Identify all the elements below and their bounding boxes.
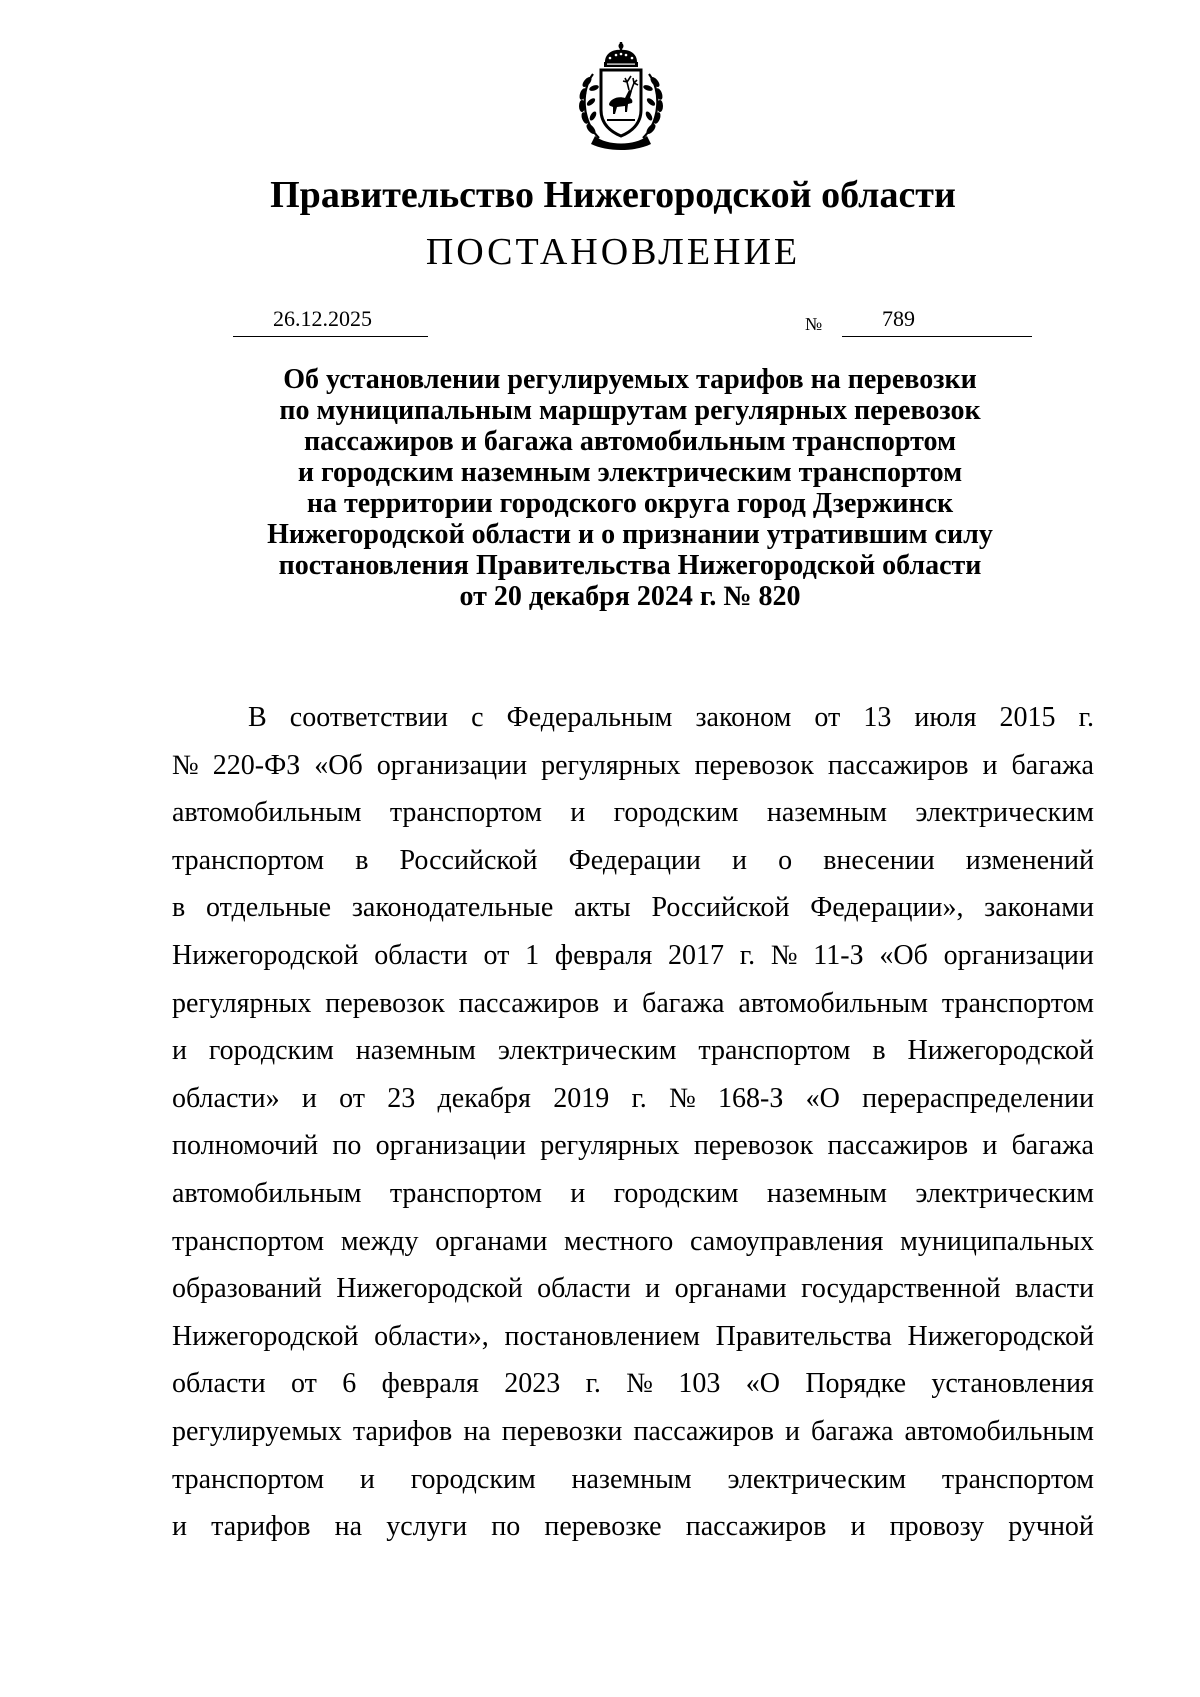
body-word: перераспределении [862, 1082, 1094, 1114]
body-word: 2015 [999, 702, 1056, 733]
document-number-field [842, 304, 1032, 337]
body-word: на [463, 1415, 491, 1447]
body-word: транспортом [172, 1463, 325, 1495]
body-word: перевозок [693, 1130, 814, 1162]
body-word: Нижегородской [172, 1320, 359, 1352]
body-word: регулируемых [172, 1415, 342, 1447]
body-word: В [248, 702, 267, 733]
body-word: транспортом [389, 1177, 542, 1209]
body-word: от [483, 939, 510, 971]
body-word: на [334, 1511, 363, 1543]
body-word: органами [674, 1273, 787, 1305]
body-word: изменений [965, 844, 1094, 876]
body-word: и [172, 1511, 187, 1543]
body-word: и [785, 1415, 800, 1447]
body-word: пассажиров [633, 1415, 774, 1447]
body-line [172, 742, 1094, 790]
body-word: постановлением [504, 1320, 700, 1352]
body-word: Федерации», [810, 892, 964, 924]
body-line [172, 1122, 1094, 1170]
body-word: области [537, 1273, 631, 1305]
body-word: транспортом [389, 797, 542, 829]
body-word: муниципальных [900, 1225, 1094, 1257]
subject-line: от 20 декабря 2024 г. № 820 [459, 581, 801, 612]
body-word: № [626, 1368, 654, 1400]
body-word: в [355, 844, 369, 876]
body-word: электрическим [497, 1035, 677, 1067]
body-word: от [814, 702, 841, 733]
body-word: пассажиров [827, 1130, 969, 1162]
body-word: тарифов [211, 1511, 311, 1543]
body-word: законом [695, 702, 792, 733]
body-line [172, 1313, 1094, 1361]
body-word: законами [984, 892, 1094, 924]
body-word: Российской [651, 892, 790, 924]
subject-line: на территории городского округа город Дзержинск [306, 488, 954, 519]
body-word: местного [564, 1225, 674, 1257]
body-word: «Об [879, 939, 928, 971]
body-word: Нижегородской [336, 1273, 523, 1305]
subject-line: пассажиров и багажа автомобильным транспортом [303, 426, 957, 457]
body-word: пассажиров [685, 1511, 827, 1543]
body-word: организации [943, 939, 1094, 971]
body-word: электрическим [915, 1177, 1094, 1209]
body-word: и [982, 749, 998, 781]
body-word: автомобильным [738, 987, 928, 1019]
body-word: от [339, 1082, 365, 1114]
body-word: тарифов [352, 1415, 453, 1447]
body-word: 23 [387, 1082, 416, 1114]
body-word: 2023 [504, 1368, 561, 1400]
body-word: области [374, 939, 468, 971]
body-line [172, 789, 1094, 837]
body-word: перевозок [325, 987, 445, 1019]
body-word: внесении [823, 844, 935, 876]
body-word: г. [631, 1082, 647, 1114]
body-word: Федерации [568, 844, 701, 876]
document-date-field [233, 304, 428, 337]
body-word: образований [172, 1273, 322, 1305]
body-word: акты [574, 892, 631, 924]
body-word: Нижегородской [172, 939, 359, 971]
body-word: полномочий [172, 1130, 319, 1162]
body-word: автомобильным [172, 797, 362, 829]
body-line [172, 1170, 1094, 1218]
body-word: февраля [554, 939, 653, 971]
body-word: 2019 [553, 1082, 610, 1114]
body-word: Правительства [715, 1320, 892, 1352]
body-word: пассажиров [827, 749, 969, 781]
body-word: городским [613, 1177, 739, 1209]
body-word: отдельные [205, 892, 332, 924]
body-word: установления [931, 1368, 1094, 1400]
body-word: провозу [889, 1511, 985, 1543]
body-word: наземным [571, 1463, 692, 1495]
body-line [172, 980, 1094, 1028]
body-word: наземным [766, 797, 887, 829]
body-word: городским [613, 797, 739, 829]
body-word: транспортом [172, 1225, 325, 1257]
body-line [172, 1360, 1094, 1408]
body-word: транспортом [698, 1035, 851, 1067]
body-word: и [850, 1511, 866, 1543]
body-line [172, 837, 1094, 885]
body-word: самоуправления [690, 1225, 884, 1257]
body-word: № [669, 1082, 696, 1114]
body-word: и [301, 1082, 317, 1114]
body-word: и [732, 844, 747, 876]
body-word: и [982, 1130, 998, 1162]
body-word: «О [745, 1368, 780, 1400]
body-word: Нижегородской [907, 1320, 1094, 1352]
body-word: перевозке [544, 1511, 662, 1543]
body-word: соответствии [289, 702, 448, 733]
subject-line: Нижегородской области и о признании утратившим силу [267, 519, 993, 550]
body-word: июля [914, 702, 977, 733]
body-line [172, 884, 1094, 932]
body-word: и [570, 797, 586, 829]
subject-line: постановления Правительства Нижегородской области [278, 550, 982, 581]
body-word: Порядке [805, 1368, 907, 1400]
body-word: транспортом [172, 844, 325, 876]
number-sign: № [805, 314, 823, 334]
subject-line: и городским наземным электрическим транспортом [297, 457, 963, 488]
body-word: власти [1015, 1273, 1094, 1305]
body-word: по [491, 1511, 521, 1543]
body-word: автомобильным [904, 1415, 1094, 1447]
body-word: декабря [437, 1082, 531, 1114]
body-word: Нижегородской [907, 1035, 1094, 1067]
document-date: 26.12.2025 [273, 306, 372, 331]
body-word: февраля [381, 1368, 479, 1400]
body-word: перевозок [694, 749, 814, 781]
body-line [172, 1408, 1094, 1456]
body-word: № [172, 749, 199, 781]
body-word: области», [374, 1320, 489, 1352]
document-subject [0, 364, 1200, 612]
body-word: Российской [399, 844, 538, 876]
document-number: 789 [882, 306, 915, 331]
body-line [172, 932, 1094, 980]
body-paragraph [172, 694, 1094, 1551]
body-word: ручной [1008, 1511, 1094, 1543]
subject-line: Об установлении регулируемых тарифов на перевозки [283, 364, 977, 395]
body-word: с [471, 702, 484, 733]
body-word: 2017 [668, 939, 724, 971]
coat-of-arms-icon [565, 40, 677, 152]
body-word: услуги [386, 1511, 468, 1543]
body-word: городским [208, 1035, 334, 1067]
body-line [172, 1075, 1094, 1123]
body-word: и [613, 987, 629, 1019]
body-word: органами [435, 1225, 548, 1257]
body-word: автомобильным [172, 1177, 362, 1209]
body-word: багажа [1011, 749, 1094, 781]
body-line [172, 1027, 1094, 1075]
body-word: в [172, 892, 186, 924]
body-word: регулярных [172, 987, 312, 1019]
body-word: наземным [766, 1177, 887, 1209]
body-word: наземным [355, 1035, 476, 1067]
body-word: 103 [678, 1368, 721, 1400]
body-word: области» [172, 1082, 280, 1114]
body-word: между [340, 1225, 419, 1257]
body-word: Федеральным [506, 702, 673, 733]
body-word: «О [805, 1082, 840, 1114]
body-word: г. [1078, 702, 1094, 733]
body-word: багажа [642, 987, 725, 1019]
body-word: электрическим [727, 1463, 907, 1495]
body-line [172, 1503, 1094, 1551]
body-word: транспортом [941, 1463, 1094, 1495]
body-word: и [359, 1463, 375, 1495]
body-line [172, 1456, 1094, 1504]
body-line [172, 1218, 1094, 1266]
body-line [172, 694, 1094, 742]
body-word: по [332, 1130, 362, 1162]
body-word: перевозки [501, 1415, 623, 1447]
body-word: электрическим [915, 797, 1094, 829]
body-word: городским [410, 1463, 536, 1495]
body-word: и [172, 1035, 187, 1067]
body-word: пассажиров [458, 987, 600, 1019]
body-word: багажа [1011, 1130, 1094, 1162]
body-word: багажа [811, 1415, 894, 1447]
body-word: 6 [342, 1368, 357, 1400]
body-word: г. [739, 939, 756, 971]
body-word: «Об [314, 749, 363, 781]
body-word: организации [375, 1130, 526, 1162]
body-word: и [570, 1177, 586, 1209]
organization-title: Правительство Нижегородской области [270, 174, 956, 216]
body-word: и [645, 1273, 661, 1305]
body-word: 13 [863, 702, 892, 733]
body-word: о [778, 844, 793, 876]
body-word: г. [585, 1368, 601, 1400]
body-word: от [290, 1368, 317, 1400]
document-type: ПОСТАНОВЛЕНИЕ [425, 231, 801, 273]
body-word: 1 [525, 939, 540, 971]
body-word: регулярных [540, 1130, 680, 1162]
body-word: транспортом [941, 987, 1094, 1019]
body-word: 168-З [718, 1082, 784, 1114]
body-word: законодательные [351, 892, 554, 924]
body-word: 11-З [813, 939, 864, 971]
body-word: № [770, 939, 798, 971]
body-word: организации [376, 749, 528, 781]
body-word: государственной [801, 1273, 1001, 1305]
body-word: регулярных [541, 749, 681, 781]
body-word: области [172, 1368, 266, 1400]
body-word: 220-ФЗ [212, 749, 301, 781]
subject-line: по муниципальным маршрутам регулярных перевозок [279, 395, 981, 426]
body-word: в [872, 1035, 886, 1067]
body-line [172, 1265, 1094, 1313]
